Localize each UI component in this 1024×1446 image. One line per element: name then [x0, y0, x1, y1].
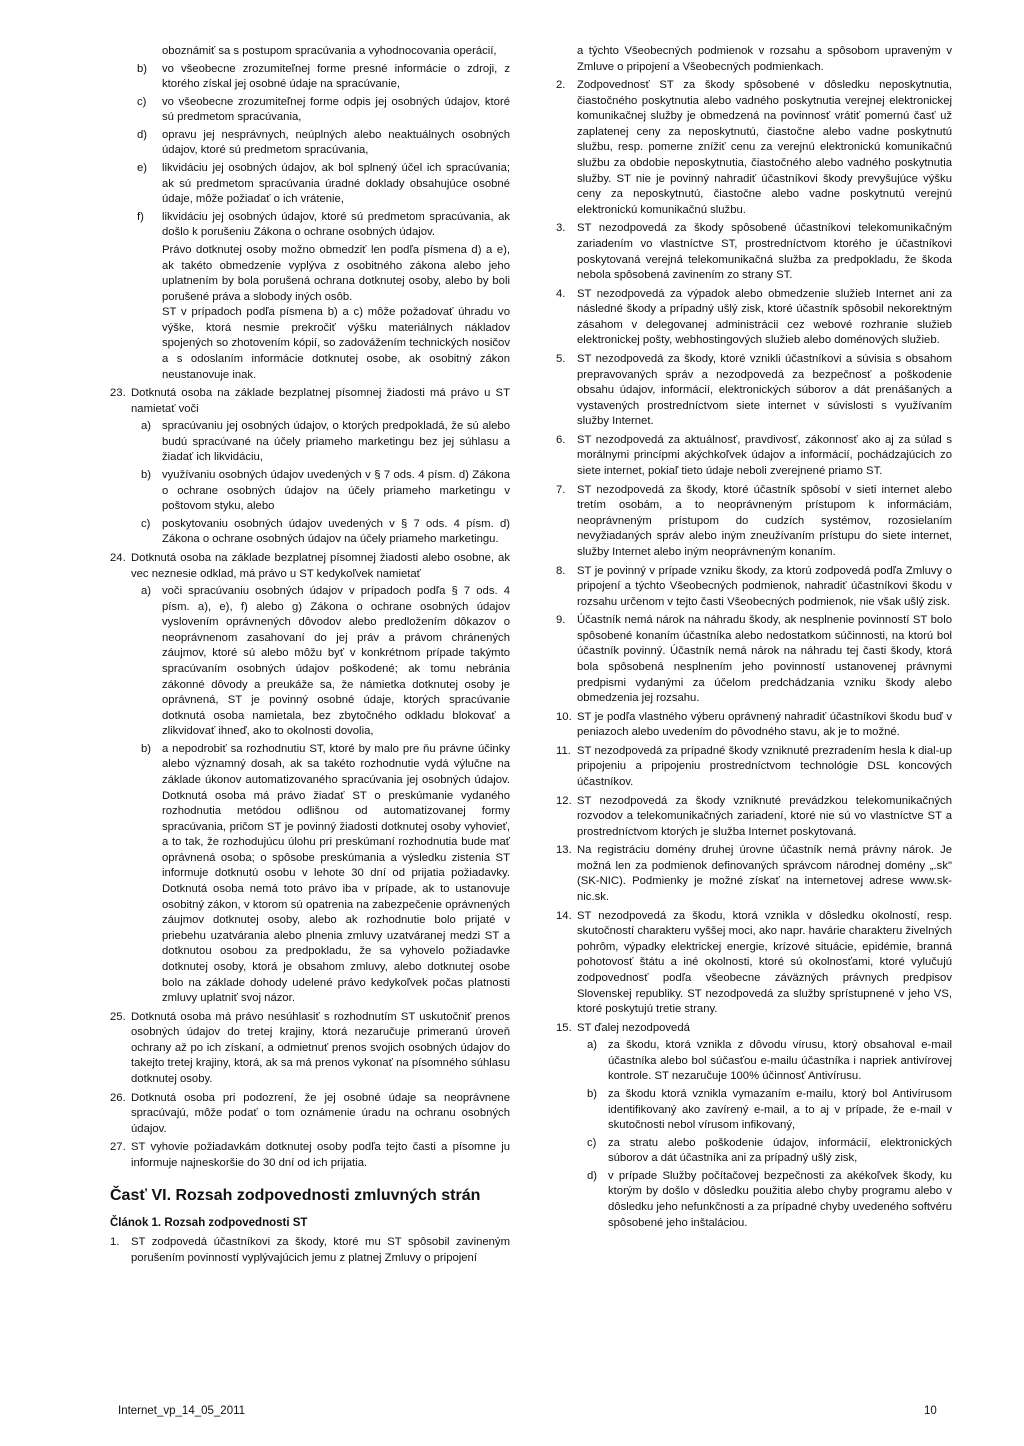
sub-item-label: a): [587, 1039, 598, 1052]
sub-item: [131, 584, 510, 740]
item-text: likvidáciu jej osobných údajov, ktoré sú predmetom spracúvania, ak došlo k porušeniu Zákona o ochrane osobných údajov.: [162, 210, 510, 239]
sub-item-text: za stratu alebo poškodenie údajov, informácií, elektronických súborov a dát účastníka ani za prípadný ušlý zisk,: [608, 1136, 952, 1165]
item-text: ST vyhovie požiadavkám dotknutej osoby podľa tejto časti a písomne ju informuje najneskoršie do 30 dní od ich prijatia.: [131, 1141, 510, 1169]
right-column: [556, 44, 952, 1234]
sub-item: [577, 1136, 952, 1167]
item-number: 9.: [556, 614, 566, 627]
continuation-item: [110, 44, 510, 60]
item-text: ST nezodpovedá za škodu, ktorá vznikla v dôsledku okolností, resp. skutočností charakteru vyššej moci, ako napr. havárie charakteru živelných pohrôm, výpadky elektrickej energie, krízové situácie, epidémie, branná pohotovosť štátu a iné okolnosti, ktoré sú okolnosťami, ktoré vylučujú zodpovednosť podľa všeobecne záväzných právnych predpisov Slovenskej republiky. ST nezodpovedá za služby sprístupnené v jeho VS, ktoré poskytujú tretie strany.: [577, 909, 952, 1016]
numbered-item: [556, 221, 952, 283]
sub-item-label: a): [141, 585, 152, 598]
continuation-item: [110, 128, 510, 159]
numbered-item: [556, 287, 952, 349]
numbered-item: [556, 433, 952, 480]
sub-list: [577, 1038, 952, 1231]
numbered-item: [110, 1235, 510, 1266]
item-label: c): [137, 95, 147, 108]
item-text: Zodpovednosť ST za škody spôsobené v dôsledku neposkytnutia, čiastočného poskytnutia alebo vadného poskytnutia verejnej elektronickej komunikačnej služby je obmedzená na povinnosť vrátiť pomernú časť už zaplatenej ceny za neposkytnutú, čiastočne alebo vadne poskytnutú službu, resp. pomerne znížiť cenu za verejnú elektronickú komunikačnú službu za obdobie neposkytnutia, čiastočného alebo vadného poskytnutia služby. ST nie je povinný nahradiť účastníkovi škody prevyšujúce výšku ceny za neposkytnutú, čiastočne alebo vadne poskytnutú verejnú elektronickú komunikačnú službu.: [577, 79, 952, 216]
item-text: ST nezodpovedá za škody, ktoré vznikli účastníkovi a súvisia s obsahom prepravovaných správ a nezodpovedá za bezpečnosť a poškodenie obsahu údajov, informácií, elektronických súborov a dát prenášaných a vystavených prostredníctvom siete internet v súvislosti s využívaním služby Internet.: [577, 352, 952, 428]
right-numbered-list: [556, 78, 952, 1231]
sub-item-text: spracúvaniu jej osobných údajov, o ktorých predpokladá, že sú alebo budú spracúvané na účely priameho marketingu bez jej súhlasu a žiadať ich likvidáciu,: [162, 420, 510, 464]
left-numbered-list: [110, 386, 510, 1171]
numbered-item: [556, 744, 952, 791]
sub-item-text: a nepodrobiť sa rozhodnutiu ST, ktoré by malo pre ňu právne účinky alebo významný dosah, ak sa takéto rozhodnutie vydá výlučne na základe úkonov automatizovaného spracúvania jej osobných údajov. Dotknutá osoba má právo žiadať ST o preskúmanie vydaného rozhodnutia metódou odlišnou od automatizovanej formy spracúvania, pričom ST je povinný žiadosti dotknutej osoby vyhovieť, a to tak, že rozhodujúcu úlohu pri preskúmaní rozhodnutia bude mať oprávnená osoba; o spôsobe preskúmania a výsledku zistenia ST informuje dotknutú osobu v lehote 30 dní od prijatia požiadavky. Dotknutá osoba nemá toto právo iba v prípade, ak to ustanovuje osobitný zákon, v ktorom sú opatrenia na zabezpečenie oprávnených záujmov dotknutej osoby, alebo ak rozhodnutie bolo prijaté v priebehu uzatvárania alebo plnenia zmluvy uzatváranej medzi ST a dotknutou osobou za predpokladu, že sa vyhovelo požiadavke dotknutej osoby, ktorá je obsahom zmluvy, alebo dotknutej osobe bolo na základe dohody udelené právo kedykoľvek počas platnosti zmluvy uplatniť svoj názor.: [162, 742, 510, 1005]
numbered-item: [556, 1021, 952, 1232]
numbered-item: [556, 613, 952, 706]
item-number: 23.: [110, 387, 126, 400]
sub-list: [131, 419, 510, 548]
numbered-item: [556, 564, 952, 611]
sub-item-text: za škodu, ktorá vznikla z dôvodu vírusu, ktorý obsahoval e-mail účastníka alebo bol súčasťou e-mailu účastníka i napriek antivírovej kontrole. ST nezaručuje 100% účinnosť Antivírusu.: [608, 1039, 952, 1083]
item-text: Dotknutá osoba má právo nesúhlasiť s rozhodnutím ST uskutočniť prenos osobných údajov do tretej krajiny, ktorá nezaručuje primeranú úroveň ochrany až po ich získaní, a odmietnuť prenos svojich osobných údajov do takejto tretej krajiny, ktorá, ak sa má prenos vykonať na písomného súhlasu dotknutej osoby.: [131, 1010, 510, 1085]
item-label: b): [137, 62, 148, 75]
sub-item-text: využívaniu osobných údajov uvedených v § 7 ods. 4 písm. d) Zákona o ochrane osobných údajov na účely priameho marketingu v poštovom styku, alebo: [162, 469, 510, 513]
item-text: Na registráciu domény druhej úrovne účastník nemá právny nárok. Je možná len za podmienok definovaných správcom národnej domény „.sk" (SK-NIC). Podmienky je možné získať na internetovej adrese www.sk-nic.sk.: [577, 844, 952, 904]
item-label: f): [137, 210, 144, 223]
numbered-item: [110, 1140, 510, 1171]
item-text: Účastník nemá nárok na náhradu škody, ak nesplnenie povinností ST bolo spôsobené konaním účastníka alebo nedostatkom súčinnosti, na ktorú bol účastník povinný. Účastník nemá nárok na náhradu tej časti škody, ktorá bola spôsobená nesplnením jeho povinností ustanovenej právnymi predpismi vydanými za účelom predchádzania vzniku škody alebo obmedzenia jej rozsahu.: [577, 614, 952, 705]
sub-item-text: v prípade Služby počítačovej bezpečnosti za akékoľvek škody, ku ktorým by došlo v dôsledku použitia alebo chyby programu alebo v dôsledku jeho nefunkčnosti a za prípadné chyby uvedeného softvéru spôsobené jeho inštaláciou.: [608, 1169, 952, 1229]
item-number: 12.: [556, 794, 572, 807]
numbered-item: [556, 710, 952, 741]
sub-item: [577, 1087, 952, 1134]
sub-item: [131, 468, 510, 515]
numbered-item: [110, 386, 510, 548]
numbered-item: [556, 483, 952, 561]
continuation-item: [110, 62, 510, 93]
sub-item: [131, 419, 510, 466]
item-number: 5.: [556, 352, 566, 365]
item-number: 25.: [110, 1010, 126, 1023]
sub-item-label: b): [587, 1088, 598, 1100]
item-text: ST je povinný v prípade vzniku škody, za ktorú zodpovedá podľa Zmluvy o pripojení a týchto Všeobecných podmienok, nahradiť účastníkovi škodu v rozsahu určenom v tejto časti Všeobecných podmienok, nie však ušlý zisk.: [577, 564, 952, 608]
sub-item-text: za škodu ktorá vznikla vymazaním e-mailu, ktorý bol Antivírusom identifikovaný ako zavírený e-mail, a to aj v prípade, že e-mail v skutočnosti nebol vírusom infikovaný,: [608, 1088, 952, 1132]
numbered-item: [556, 843, 952, 905]
numbered-item: [556, 352, 952, 430]
item-text: opravu jej nesprávnych, neúplných alebo neaktuálnych osobných údajov, ktoré sú predmetom spracúvania,: [162, 128, 510, 157]
item-text: ST nezodpovedá za škody, ktoré účastník spôsobí v sieti internet alebo tretím osobám, a to neoprávneným prístupom k informáciám, neoprávneným prístupom do cudzích systémov, rozosielaním nevyžiadaných správ alebo iným zneužívaním prístupu do siete internet, služby Internet alebo iným neoprávneným konaním.: [577, 483, 952, 558]
sub-list: [131, 584, 510, 1007]
item-text: ST je podľa vlastného výberu oprávnený nahradiť účastníkovi škodu buď v peniazoch alebo uvedením do pôvodného stavu, ak je to možné.: [577, 710, 952, 739]
numbered-item: [110, 551, 510, 1007]
sub-item-label: b): [141, 742, 152, 755]
numbered-item: [556, 794, 952, 841]
sub-item-label: b): [141, 469, 152, 482]
item-text: likvidáciu jej osobných údajov, ak bol splnený účel ich spracúvania; ak sú predmetom spracúvania úradné doklady obsahujúce osobné údaje, môže požiadať o ich vrátenie,: [162, 162, 510, 206]
numbered-item: [556, 78, 952, 218]
item-number: 26.: [110, 1091, 126, 1104]
item-number: 7.: [556, 483, 566, 496]
item-text: Dotknutá osoba pri podozrení, že jej osobné údaje sa neoprávnene spracúvajú, môže podať o tom oznámenie úradu na ochranu osobných údajov.: [131, 1091, 510, 1135]
right-continuation: a týchto Všeobecných podmienok v rozsahu a spôsobom upraveným v Zmluve o pripojení a Všeobecných podmienkach.: [577, 45, 952, 73]
document-id: Internet_vp_14_05_2011: [118, 1405, 246, 1417]
sub-item-label: d): [587, 1169, 598, 1182]
item-number: 2.: [556, 79, 566, 92]
numbered-item: [110, 1010, 510, 1088]
paragraph-restriction: Právo dotknutej osoby možno obmedziť len podľa písmena d) a e), ak takéto obmedzenie vyplýva z osobitného zákona alebo jeho uplatnením by bola porušená ochrana dotknutej osoby, alebo by boli porušené práva a slobody iných osôb.: [162, 243, 510, 303]
sub-item: [131, 517, 510, 548]
item-number: 1.: [110, 1236, 120, 1249]
item-number: 11.: [556, 744, 571, 757]
item-number: 13.: [556, 844, 572, 857]
numbered-item: [110, 1091, 510, 1138]
sub-item: [577, 1038, 952, 1085]
item-text: Dotknutá osoba na základe bezplatnej písomnej žiadosti má právo u ST namietať voči: [131, 387, 510, 415]
numbered-item: [556, 909, 952, 1018]
item-label: e): [137, 162, 148, 175]
item-number: 4.: [556, 287, 566, 300]
paragraph-fee: ST v prípadoch podľa písmena b) a c) môže požadovať úhradu vo výške, ktorá nesmie prekročiť výšku materiálnych nákladov spojených so zhotovením kópií, so zadovážením technických nosičov a s odoslaním informácie dotknutej osobe, ak osobitný zákon neustanovuje inak.: [162, 306, 510, 381]
item-number: 3.: [556, 222, 566, 235]
article-list: [110, 1235, 510, 1266]
item-text: ST ďalej nezodpovedá: [577, 1021, 690, 1034]
item-label: d): [137, 128, 148, 141]
item-number: 24.: [110, 551, 126, 564]
sub-item-text: poskytovaniu osobných údajov uvedených v § 7 ods. 4 písm. d) Zákona o ochrane osobných údajov na účely priameho marketingu.: [162, 517, 510, 546]
item-number: 14.: [556, 909, 572, 922]
item-number: 8.: [556, 564, 566, 577]
item-number: 6.: [556, 433, 566, 446]
item-text: ST zodpovedá účastníkovi za škody, ktoré mu ST spôsobil zavineným porušením povinností vyplývajúcich jemu z platnej Zmluvy o pripojení: [131, 1236, 510, 1264]
continuation-item: [110, 210, 510, 241]
item-text: vo všeobecne zrozumiteľnej forme presné informácie o zdroji, z ktorého získal jej osobné údaje na spracúvanie,: [162, 62, 510, 91]
page-number: 10: [924, 1405, 937, 1417]
continuation-item: [110, 161, 510, 208]
item-text: oboznámiť sa s postupom spracúvania a vyhodnocovania operácií,: [162, 45, 497, 57]
item-text: Dotknutá osoba na základe bezplatnej písomnej žiadosti alebo osobne, ak vec neznesie odklad, má právo u ST kedykoľvek namietať: [131, 551, 510, 580]
item-text: ST nezodpovedá za škody vzniknuté prevádzkou telekomunikačných rozvodov a telekomunikačných zariadení, ktoré nie sú vo vlastníctve ST a prostredníctvom ktorých je služba Internet poskytovaná.: [577, 794, 952, 838]
sub-item: [577, 1169, 952, 1231]
part-heading: Časť VI. Rozsah zodpovednosti zmluvných strán: [110, 1187, 481, 1205]
sub-item-label: a): [141, 420, 152, 433]
left-continuation-list: [110, 44, 510, 241]
sub-item-label: c): [587, 1136, 597, 1149]
item-text: ST nezodpovedá za aktuálnosť, pravdivosť, zákonnosť ako aj za súlad s morálnymi princípmi akýchkoľvek údajov a informácií, pochádzajúcich zo siete internet, pokiaľ tieto údaje neboli zverejnené priamo ST.: [577, 433, 952, 478]
sub-item: [131, 742, 510, 1007]
item-text: ST nezodpovedá za škody spôsobené účastníkovi telekomunikačným zariadením vo vlastníctve ST, prostredníctvom ktorého je účastníkovi poskytovaná verejná telekomunikačná služba za predpokladu, že škoda nebola spôsobená zavinením zo strany ST.: [577, 222, 952, 282]
item-number: 27.: [110, 1141, 126, 1154]
item-text: vo všeobecne zrozumiteľnej forme odpis jej osobných údajov, ktoré sú predmetom spracúvania,: [162, 95, 510, 124]
item-text: ST nezodpovedá za výpadok alebo obmedzenie služieb Internet ani za následné škody a prípadný ušlý zisk, ktoré účastník spôsobil nekorektným zásahom v delegovanej administrácii cez webové rozhranie služieb elektronickej pošty, webhostingových služieb alebo doménových služieb.: [577, 287, 952, 347]
continuation-item: [110, 95, 510, 126]
left-column: [110, 44, 510, 1270]
item-number: 15.: [556, 1021, 572, 1034]
sub-item-label: c): [141, 517, 151, 530]
sub-item-text: voči spracúvaniu osobných údajov v prípadoch podľa § 7 ods. 4 písm. a), e), f) alebo g) Zákona o ochrane osobných údajov vyslovením oprávnených dôvodov alebo predložením dôkazov o neoprávnenom zasahovaní do jej práv a právom chránených záujmov, ktoré sú alebo môžu byť v konkrétnom prípade takýmto spracúvaním osobných údajov poškodené; ak tomu nebránia zákonné dôvody a preukáže sa, že námietka dotknutej osoby je oprávnená, ST je povinný osobné údaje, ktorých spracúvanie dotknutá osoba namietala, bez zbytočného odkladu blokovať a zlikvidovať ihneď, ako to okolnosti dovolia,: [162, 585, 510, 738]
article-heading: Článok 1. Rozsah zodpovednosti ST: [110, 1216, 308, 1229]
item-text: ST nezodpovedá za prípadné škody vzniknuté prezradením hesla k dial-up pripojeniu a pripojeniu prostredníctvom technológie DSL koncových účastníkov.: [577, 744, 952, 789]
item-number: 10.: [556, 710, 572, 723]
